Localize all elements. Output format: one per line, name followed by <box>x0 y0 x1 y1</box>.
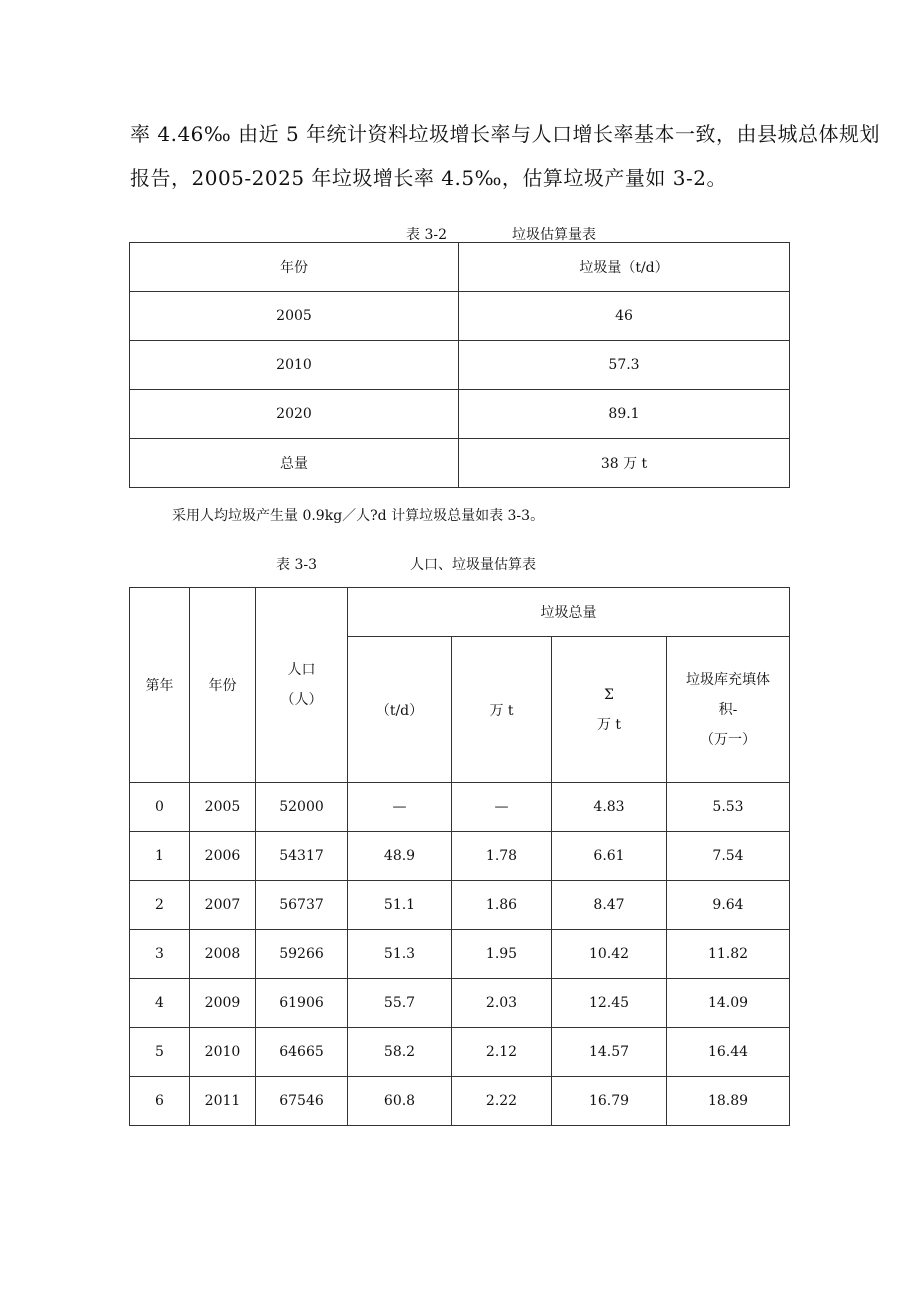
calculation-note: 采用人均垃圾产生量 0.9kg／人?d 计算垃圾总量如表 3-3。 <box>172 508 545 524</box>
cell-population: 54317 <box>256 832 348 881</box>
header-year: 年份 <box>190 588 256 783</box>
cell-ten-thousand-tons: — <box>452 783 552 832</box>
cell-year: 2010 <box>190 1028 256 1077</box>
cell-tons-per-day: 60.8 <box>348 1077 452 1126</box>
cell-fill-volume: 16.44 <box>667 1028 790 1077</box>
header-cumulative <box>552 637 667 783</box>
cell-fill-volume: 7.54 <box>667 832 790 881</box>
cell-population: 61906 <box>256 979 348 1028</box>
cell-year: 2020 <box>130 390 459 439</box>
cell-tons-per-day: 51.1 <box>348 881 452 930</box>
table-row <box>130 439 790 488</box>
cell-fill-volume: 11.82 <box>667 930 790 979</box>
cell-amount: 57.3 <box>459 341 790 390</box>
table3-caption-number: 表 3-3 <box>276 557 317 573</box>
cell-ten-thousand-tons: 2.12 <box>452 1028 552 1077</box>
table-row <box>130 1077 790 1126</box>
table-row <box>130 930 790 979</box>
cell-tons-per-day: 51.3 <box>348 930 452 979</box>
cell-year: 2005 <box>130 292 459 341</box>
cell-cumulative: 8.47 <box>552 881 667 930</box>
table-header-row <box>130 588 790 637</box>
cell-cumulative: 12.45 <box>552 979 667 1028</box>
cell-tons-per-day: 55.7 <box>348 979 452 1028</box>
header-fill-volume-line3: （万一） <box>700 731 756 748</box>
header-cumulative-line1: Σ <box>604 686 614 703</box>
cell-tons-per-day: — <box>348 783 452 832</box>
cell-year: 2009 <box>190 979 256 1028</box>
cell-year-number: 5 <box>130 1028 190 1077</box>
cell-year: 2007 <box>190 881 256 930</box>
cell-amount: 38 万 t <box>459 439 790 488</box>
table-row <box>130 1028 790 1077</box>
cell-population: 64665 <box>256 1028 348 1077</box>
cell-year: 2011 <box>190 1077 256 1126</box>
header-year-number: 第年 <box>130 588 190 783</box>
header-population-line2: （人） <box>280 692 323 708</box>
table2-caption-title: 垃圾估算量表 <box>512 227 596 243</box>
cell-fill-volume: 14.09 <box>667 979 790 1028</box>
cell-cumulative: 14.57 <box>552 1028 667 1077</box>
cell-population: 59266 <box>256 930 348 979</box>
cell-amount: 89.1 <box>459 390 790 439</box>
cell-population: 56737 <box>256 881 348 930</box>
header-population-line1: 人口 <box>287 662 316 678</box>
cell-year: 2010 <box>130 341 459 390</box>
cell-fill-volume: 18.89 <box>667 1077 790 1126</box>
cell-year-number: 4 <box>130 979 190 1028</box>
cell-population: 67546 <box>256 1077 348 1126</box>
table-row <box>130 832 790 881</box>
table-row <box>130 979 790 1028</box>
cell-cumulative: 10.42 <box>552 930 667 979</box>
population-garbage-table <box>129 587 790 1126</box>
cell-tons-per-day: 58.2 <box>348 1028 452 1077</box>
cell-year-number: 3 <box>130 930 190 979</box>
table3-caption-title: 人口、垃圾量估算表 <box>410 557 536 573</box>
cell-year-number: 1 <box>130 832 190 881</box>
table3-body <box>130 783 790 1126</box>
table-row <box>130 881 790 930</box>
header-garbage-total-group: 垃圾总量 <box>348 588 790 637</box>
header-garbage-amount: 垃圾量（t/d） <box>459 243 790 292</box>
cell-cumulative: 16.79 <box>552 1077 667 1126</box>
cell-year-number: 0 <box>130 783 190 832</box>
table2-caption-number: 表 3-2 <box>406 227 447 243</box>
table-header-row <box>130 243 790 292</box>
header-fill-volume-line2: 积- <box>718 701 738 718</box>
cell-year: 2008 <box>190 930 256 979</box>
table-row <box>130 390 790 439</box>
header-population <box>256 588 348 783</box>
table-row <box>130 292 790 341</box>
body-paragraph: 率 4.46‰ 由近 5 年统计资料垃圾增长率与人口增长率基本一致，由县城总体规划报告，2005-2025 年垃圾增长率 4.5‰，估算垃圾产量如 3-2。 <box>130 122 881 190</box>
header-cumulative-line2: 万 t <box>596 716 622 733</box>
cell-ten-thousand-tons: 1.95 <box>452 930 552 979</box>
cell-population: 52000 <box>256 783 348 832</box>
cell-cumulative: 4.83 <box>552 783 667 832</box>
cell-year: 2005 <box>190 783 256 832</box>
cell-ten-thousand-tons: 1.78 <box>452 832 552 881</box>
garbage-estimate-table <box>129 242 790 488</box>
header-fill-volume-line1: 垃圾库充填体 <box>686 671 770 688</box>
cell-year: 2006 <box>190 832 256 881</box>
header-tons-per-day: （t/d） <box>348 637 452 783</box>
cell-year-number: 6 <box>130 1077 190 1126</box>
cell-fill-volume: 9.64 <box>667 881 790 930</box>
cell-amount: 46 <box>459 292 790 341</box>
header-year: 年份 <box>130 243 459 292</box>
cell-year: 总量 <box>130 439 459 488</box>
table-row <box>130 341 790 390</box>
table-row <box>130 783 790 832</box>
cell-tons-per-day: 48.9 <box>348 832 452 881</box>
header-fill-volume <box>667 637 790 783</box>
cell-year-number: 2 <box>130 881 190 930</box>
cell-ten-thousand-tons: 2.03 <box>452 979 552 1028</box>
cell-fill-volume: 5.53 <box>667 783 790 832</box>
cell-cumulative: 6.61 <box>552 832 667 881</box>
cell-ten-thousand-tons: 1.86 <box>452 881 552 930</box>
header-ten-thousand-tons: 万 t <box>452 637 552 783</box>
cell-ten-thousand-tons: 2.22 <box>452 1077 552 1126</box>
